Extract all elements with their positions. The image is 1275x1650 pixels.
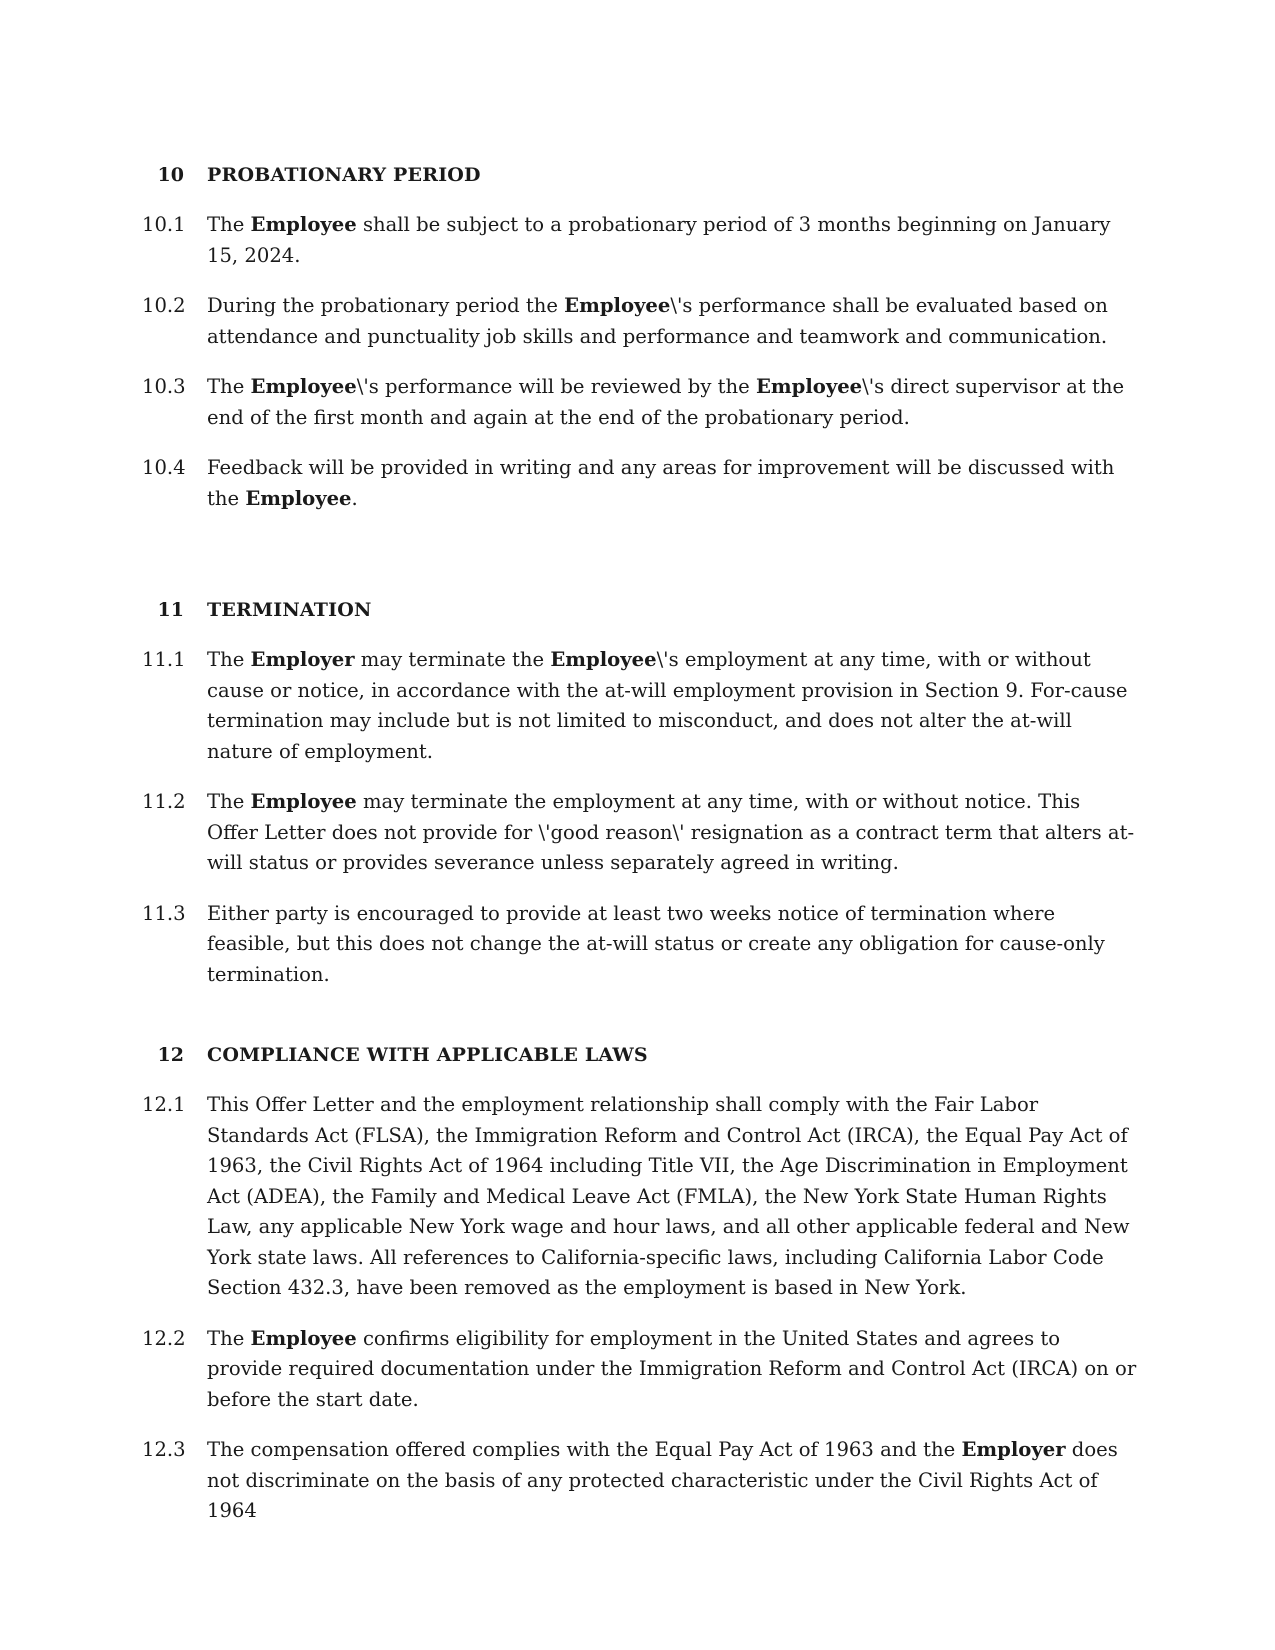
section-10 — [0, 160, 1275, 514]
clause-11-2 — [0, 787, 1275, 879]
clause-number: 12.1 — [142, 1093, 186, 1116]
section-11 — [0, 595, 1275, 990]
clause-number: 11.1 — [142, 648, 186, 671]
clause-10-4 — [0, 453, 1275, 514]
clause-10-1 — [0, 210, 1275, 271]
section-12 — [0, 1040, 1275, 1527]
clause-12-2 — [0, 1324, 1275, 1416]
clause-text: Feedback will be provided in writing and any areas for improvement will be discussed with the Employee. — [207, 456, 1115, 510]
clause-text: This Offer Letter and the employment relationship shall comply with the Fair Labor Standards Act (FLSA), the Immigration Reform and Control Act (IRCA), the Equal Pay Act of 1963, the Civil Rights Act of 1964 including Title VII, the Age Discrimination in Employment Act (ADEA), the Family and Medical Leave Act (FMLA), the New York State Human Rights Law, any applicable New York wage and hour laws, and all other applicable federal and New York state laws. All references to California-specific laws, including California Labor Code Section 432.3, have been removed as the employment is based in New York. — [207, 1093, 1130, 1299]
section-title: TERMINATION — [207, 599, 372, 621]
clause-number: 10.1 — [142, 213, 186, 236]
clause-number: 11.2 — [142, 790, 186, 813]
clause-10-3 — [0, 372, 1275, 433]
clause-10-2 — [0, 291, 1275, 352]
clause-number: 12.3 — [142, 1438, 186, 1461]
section-title: COMPLIANCE WITH APPLICABLE LAWS — [207, 1044, 648, 1066]
clause-number: 10.2 — [142, 294, 186, 317]
clause-text: The Employee confirms eligibility for employment in the United States and agrees to provide required documentation under the Immigration Reform and Control Act (IRCA) on or before the start date. — [207, 1326, 1137, 1411]
section-number: 11 — [157, 599, 184, 621]
clause-number: 10.3 — [142, 375, 186, 398]
section-number: 10 — [157, 164, 184, 186]
clause-text: The compensation offered complies with the Equal Pay Act of 1963 and the Employer does not discriminate on the basis of any protected characteristic under the Civil Rights Act of 1964 — [207, 1438, 1118, 1522]
section-title: PROBATIONARY PERIOD — [207, 164, 481, 186]
clause-text: The Employee may terminate the employment at any time, with or without notice. This Offer Letter does not provide for \'good reason\' resignation as a contract term that alters at-will status or provides severance unless separately agreed in writing. — [207, 790, 1135, 874]
clause-number: 12.2 — [142, 1326, 186, 1350]
clause-12-3 — [0, 1435, 1275, 1527]
clause-11-1 — [0, 645, 1275, 767]
clause-number: 11.3 — [142, 901, 186, 925]
section-heading — [0, 1040, 1275, 1070]
clause-text: During the probationary period the Employee\'s performance shall be evaluated based on attendance and punctuality job skills and performance and teamwork and communication. — [207, 294, 1108, 348]
clause-text: Either party is encouraged to provide at least two weeks notice of termination where feasible, but this does not change the at-will status or create any obligation for cause-only termination. — [207, 901, 1105, 986]
section-heading — [0, 595, 1275, 625]
clause-text: The Employer may terminate the Employee\'s employment at any time, with or without cause or notice, in accordance with the at-will employment provision in Section 9. For-cause termination may include but is not limited to misconduct, and does not alter the at-will nature of employment. — [207, 648, 1128, 763]
section-number: 12 — [157, 1044, 184, 1066]
clause-text: The Employee\'s performance will be reviewed by the Employee\'s direct supervisor at the end of the first month and again at the end of the probationary period. — [207, 375, 1125, 429]
clause-11-3 — [0, 899, 1275, 991]
section-heading — [0, 160, 1275, 190]
clause-12-1 — [0, 1090, 1275, 1304]
clause-text: The Employee shall be subject to a probationary period of 3 months beginning on January 15, 2024. — [207, 213, 1111, 267]
clause-number: 10.4 — [142, 456, 186, 479]
